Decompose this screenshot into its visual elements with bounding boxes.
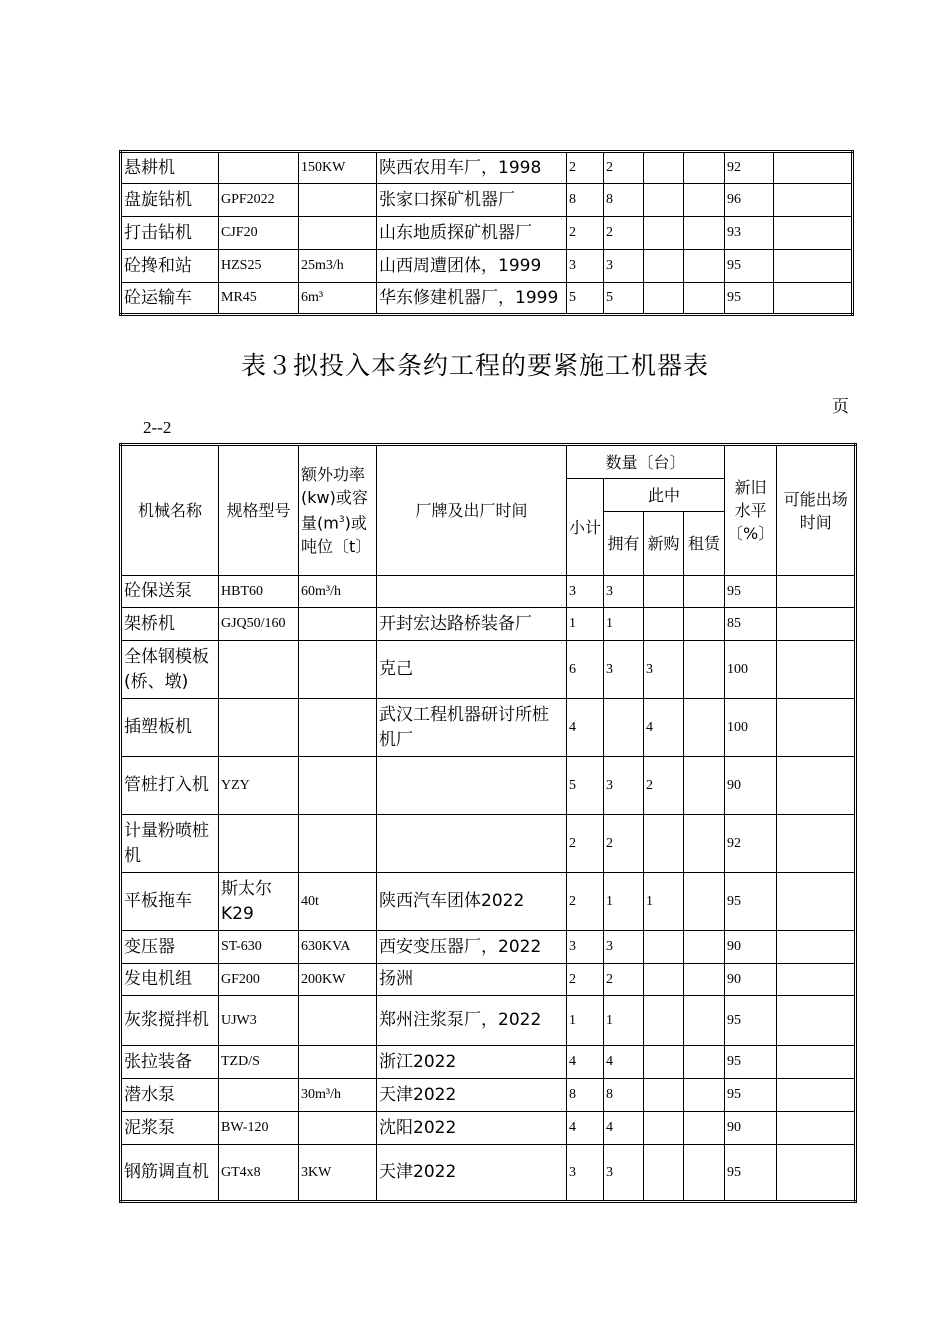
header-quantity: 数量〔台〕 [567, 445, 725, 479]
equipment-table [119, 443, 857, 1203]
cell-rate: 95 [725, 1145, 777, 1202]
table-row [121, 184, 853, 217]
cell-lease [684, 184, 725, 217]
cell-subtotal: 2 [567, 815, 604, 873]
cell-new: 2 [644, 757, 684, 815]
cell-subtotal: 4 [567, 699, 604, 757]
table-row [121, 641, 856, 699]
header-rate: 新旧水平〔%〕 [725, 445, 777, 576]
cell-subtotal: 8 [567, 1079, 604, 1112]
cell-name: 盘旋钻机 [121, 184, 219, 217]
cell-rate: 85 [725, 608, 777, 641]
cell-subtotal: 1 [567, 996, 604, 1046]
cell-maker: 西安变压器厂，2022 [377, 931, 567, 964]
cell-subtotal: 3 [567, 931, 604, 964]
header-maker: 厂牌及出厂时间 [377, 445, 567, 576]
table-row [121, 757, 856, 815]
cell-lease [684, 152, 725, 184]
table-row [121, 576, 856, 608]
header-capacity: 额外功率(kw)或容量$(m^3)$或吨位〔t〕 [299, 445, 377, 576]
cell-capacity: 30m³/h [299, 1079, 377, 1112]
cell-model: ST-630 [219, 931, 299, 964]
cell-exit [777, 815, 856, 873]
cell-name: 潜水泵 [121, 1079, 219, 1112]
cell-new [644, 1079, 684, 1112]
cell-maker [377, 815, 567, 873]
cell-exit [777, 1046, 856, 1079]
cell-new [644, 576, 684, 608]
cell-rate: 96 [725, 184, 774, 217]
cell-exit [777, 931, 856, 964]
cell-name: 计量粉喷桩机 [121, 815, 219, 873]
cell-capacity [299, 1112, 377, 1145]
header-name: 机械名称 [121, 445, 219, 576]
cell-rate: 100 [725, 641, 777, 699]
cell-own: 4 [604, 1046, 644, 1079]
cell-new: 1 [644, 873, 684, 931]
cell-capacity [299, 699, 377, 757]
cell-subtotal: 3 [567, 576, 604, 608]
cell-maker: 张家口探矿机器厂 [377, 184, 567, 217]
cell-maker: 浙江2022 [377, 1046, 567, 1079]
cell-model: HBT60 [219, 576, 299, 608]
page-label: 页 [832, 397, 849, 417]
cell-rate: 95 [725, 1079, 777, 1112]
cell-maker: 山西周遭团体，1999 [377, 250, 567, 283]
cell-own: 3 [604, 931, 644, 964]
table-row [121, 873, 856, 931]
cell-name: 架桥机 [121, 608, 219, 641]
cell-new [644, 250, 684, 283]
cell-exit [774, 217, 853, 250]
cell-name: 钢筋调直机 [121, 1145, 219, 1202]
cell-model: MR45 [219, 283, 299, 315]
header-exit: 可能出场时间 [777, 445, 856, 576]
table-row [121, 217, 853, 250]
cell-capacity: 150KW [299, 152, 377, 184]
cell-lease [684, 873, 725, 931]
cell-new [644, 996, 684, 1046]
cell-exit [777, 1079, 856, 1112]
cell-rate: 93 [725, 217, 774, 250]
cell-exit [777, 1112, 856, 1145]
table-row [121, 699, 856, 757]
cell-maker: 武汉工程机器研讨所桩机厂 [377, 699, 567, 757]
cell-exit [774, 184, 853, 217]
cell-rate: 90 [725, 1112, 777, 1145]
cell-model: YZY [219, 757, 299, 815]
cell-name: 插塑板机 [121, 699, 219, 757]
cell-exit [774, 250, 853, 283]
cell-subtotal: 5 [567, 283, 604, 315]
cell-exit [777, 757, 856, 815]
cell-maker: 陕西汽车团体2022 [377, 873, 567, 931]
cell-lease [684, 641, 725, 699]
cell-rate: 95 [725, 283, 774, 315]
header-lease: 租赁 [684, 512, 725, 576]
header-own: 拥有 [604, 512, 644, 576]
cell-maker [377, 576, 567, 608]
cell-exit [777, 608, 856, 641]
cell-own: 3 [604, 576, 644, 608]
cell-rate: 90 [725, 757, 777, 815]
cell-model [219, 641, 299, 699]
cell-name: 泥浆泵 [121, 1112, 219, 1145]
cell-name: 张拉装备 [121, 1046, 219, 1079]
cell-model [219, 152, 299, 184]
cell-own: 8 [604, 184, 644, 217]
cell-capacity: 3KW [299, 1145, 377, 1202]
table-row [121, 608, 856, 641]
cell-capacity [299, 815, 377, 873]
cell-model [219, 1079, 299, 1112]
cell-lease [684, 699, 725, 757]
cell-exit [774, 283, 853, 315]
cell-maker: 克己 [377, 641, 567, 699]
cell-maker: 扬洲 [377, 964, 567, 996]
cell-subtotal: 2 [567, 873, 604, 931]
cell-maker [377, 757, 567, 815]
cell-capacity: 25m3/h [299, 250, 377, 283]
cell-new: 3 [644, 641, 684, 699]
cell-own: 2 [604, 815, 644, 873]
cell-own: 3 [604, 641, 644, 699]
cell-lease [684, 1046, 725, 1079]
cell-lease [684, 576, 725, 608]
cell-own: 8 [604, 1079, 644, 1112]
cell-lease [684, 1079, 725, 1112]
cell-lease [684, 931, 725, 964]
cell-rate: 90 [725, 964, 777, 996]
cell-model [219, 815, 299, 873]
cell-own: 1 [604, 996, 644, 1046]
cell-maker: 陕西农用车厂，1998 [377, 152, 567, 184]
cell-model: GF200 [219, 964, 299, 996]
cell-subtotal: 1 [567, 608, 604, 641]
cell-subtotal: 2 [567, 152, 604, 184]
cell-capacity [299, 184, 377, 217]
cell-rate: 92 [725, 815, 777, 873]
cell-new [644, 1145, 684, 1202]
cell-maker: 郑州注浆泵厂，2022 [377, 996, 567, 1046]
cell-new [644, 964, 684, 996]
header-new: 新购 [644, 512, 684, 576]
cell-own: 1 [604, 873, 644, 931]
cell-lease [684, 815, 725, 873]
cell-capacity: 200KW [299, 964, 377, 996]
cell-subtotal: 6 [567, 641, 604, 699]
cell-maker: 天津2022 [377, 1145, 567, 1202]
cell-subtotal: 5 [567, 757, 604, 815]
cell-name: 灰浆搅拌机 [121, 996, 219, 1046]
cell-rate: 92 [725, 152, 774, 184]
cell-capacity: 630KVA [299, 931, 377, 964]
cell-name: 管桩打入机 [121, 757, 219, 815]
cell-lease [684, 964, 725, 996]
cell-model: BW-120 [219, 1112, 299, 1145]
cell-model: TZD/S [219, 1046, 299, 1079]
table-row [121, 1112, 856, 1145]
table-row [121, 964, 856, 996]
cell-exit [777, 996, 856, 1046]
cell-new [644, 815, 684, 873]
cell-subtotal: 2 [567, 217, 604, 250]
cell-rate: 95 [725, 873, 777, 931]
cell-exit [777, 1145, 856, 1202]
cell-own: 3 [604, 250, 644, 283]
cell-own [604, 699, 644, 757]
cell-capacity: 6m³ [299, 283, 377, 315]
cell-exit [777, 576, 856, 608]
cell-maker: 山东地质探矿机器厂 [377, 217, 567, 250]
cell-name: 发电机组 [121, 964, 219, 996]
cell-name: 全体钢模板(桥、墩) [121, 641, 219, 699]
cell-name: 砼运输车 [121, 283, 219, 315]
cell-capacity [299, 1046, 377, 1079]
cell-new [644, 931, 684, 964]
cell-lease [684, 250, 725, 283]
table-row [121, 1145, 856, 1202]
cell-own: 3 [604, 1145, 644, 1202]
cell-capacity: 40t [299, 873, 377, 931]
cell-rate: 95 [725, 576, 777, 608]
cell-new [644, 152, 684, 184]
cell-lease [684, 1145, 725, 1202]
cell-model: CJF20 [219, 217, 299, 250]
cell-model: GJQ50/160 [219, 608, 299, 641]
cell-model: 斯太尔K29 [219, 873, 299, 931]
cell-new [644, 1112, 684, 1145]
cell-model: UJW3 [219, 996, 299, 1046]
table-row [121, 152, 853, 184]
cell-model: GPF2022 [219, 184, 299, 217]
cell-name: 砼保送泵 [121, 576, 219, 608]
cell-lease [684, 283, 725, 315]
cell-rate: 100 [725, 699, 777, 757]
equipment-table-continued [119, 150, 854, 316]
cell-name: 砼搀和站 [121, 250, 219, 283]
header-subtotal: 小计 [567, 479, 604, 576]
table-id: 2--2 [143, 418, 172, 437]
cell-exit [774, 152, 853, 184]
cell-maker: 开封宏达路桥装备厂 [377, 608, 567, 641]
cell-new [644, 217, 684, 250]
cell-own: 2 [604, 152, 644, 184]
cell-new [644, 608, 684, 641]
header-among: 此中 [604, 479, 725, 512]
cell-subtotal: 4 [567, 1112, 604, 1145]
cell-subtotal: 3 [567, 1145, 604, 1202]
cell-capacity: 60m³/h [299, 576, 377, 608]
cell-capacity [299, 217, 377, 250]
cell-new: 4 [644, 699, 684, 757]
cell-model [219, 699, 299, 757]
cell-maker: 华东修建机器厂，1999 [377, 283, 567, 315]
cell-own: 1 [604, 608, 644, 641]
cell-exit [777, 873, 856, 931]
cell-exit [777, 641, 856, 699]
cell-subtotal: 8 [567, 184, 604, 217]
cell-new [644, 283, 684, 315]
cell-subtotal: 3 [567, 250, 604, 283]
cell-own: 2 [604, 964, 644, 996]
cell-lease [684, 996, 725, 1046]
header-model: 规格型号 [219, 445, 299, 576]
cell-own: 4 [604, 1112, 644, 1145]
cell-lease [684, 757, 725, 815]
cell-maker: 天津2022 [377, 1079, 567, 1112]
cell-exit [777, 964, 856, 996]
cell-capacity [299, 996, 377, 1046]
table-row [121, 250, 853, 283]
cell-own: 5 [604, 283, 644, 315]
cell-subtotal: 4 [567, 1046, 604, 1079]
table-title: 表３拟投入本条约工程的要紧施工机器表 [240, 351, 709, 380]
cell-exit [777, 699, 856, 757]
cell-subtotal: 2 [567, 964, 604, 996]
table-row [121, 1079, 856, 1112]
cell-model: HZS25 [219, 250, 299, 283]
cell-rate: 95 [725, 996, 777, 1046]
cell-capacity [299, 641, 377, 699]
cell-own: 2 [604, 217, 644, 250]
cell-name: 变压器 [121, 931, 219, 964]
cell-name: 打击钻机 [121, 217, 219, 250]
table-row [121, 931, 856, 964]
cell-rate: 95 [725, 1046, 777, 1079]
cell-rate: 95 [725, 250, 774, 283]
table-row [121, 815, 856, 873]
cell-own: 3 [604, 757, 644, 815]
cell-capacity [299, 608, 377, 641]
cell-lease [684, 217, 725, 250]
table-row [121, 1046, 856, 1079]
cell-name: 悬耕机 [121, 152, 219, 184]
cell-new [644, 1046, 684, 1079]
table-row [121, 996, 856, 1046]
cell-new [644, 184, 684, 217]
table-row [121, 283, 853, 315]
cell-name: 平板拖车 [121, 873, 219, 931]
cell-lease [684, 1112, 725, 1145]
cell-maker: 沈阳2022 [377, 1112, 567, 1145]
cell-rate: 90 [725, 931, 777, 964]
cell-model: GT4x8 [219, 1145, 299, 1202]
cell-lease [684, 608, 725, 641]
cell-capacity [299, 757, 377, 815]
